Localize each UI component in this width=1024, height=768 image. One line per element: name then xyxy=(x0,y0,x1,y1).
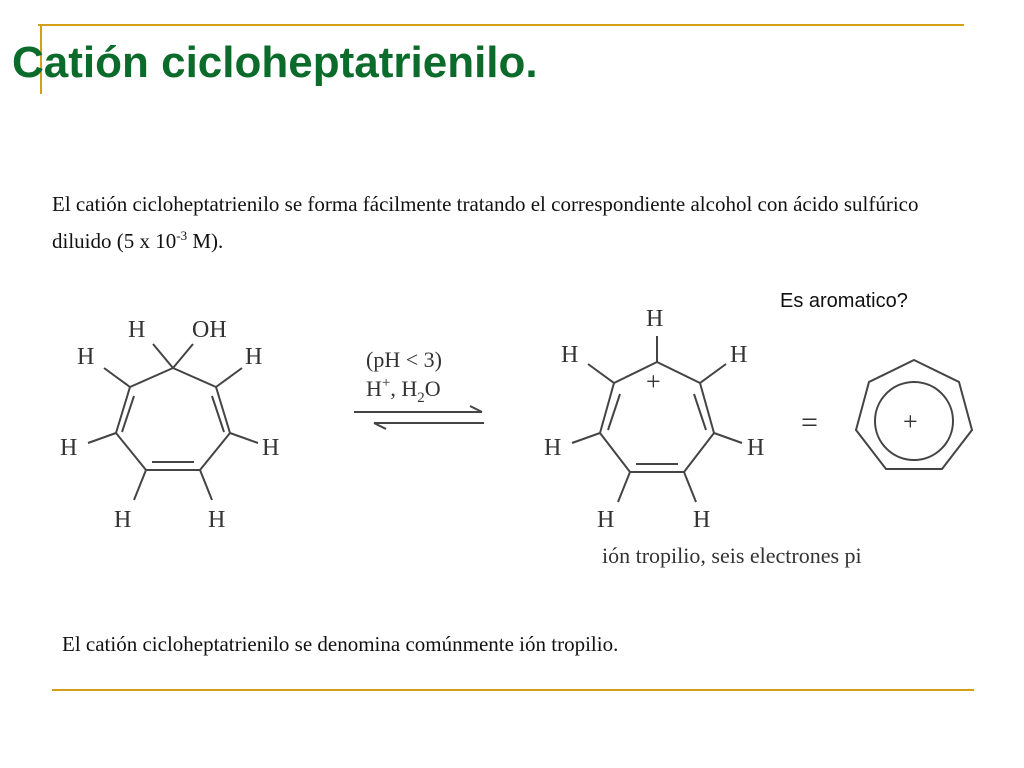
atom-label: H xyxy=(60,435,78,461)
positive-charge: + xyxy=(646,367,661,396)
atom-label: H xyxy=(730,342,748,368)
alcohol-structure xyxy=(88,344,258,500)
equals-sign: = xyxy=(801,406,818,439)
atom-label: H xyxy=(561,342,579,368)
atom-label: H xyxy=(693,507,711,533)
atom-label: H xyxy=(646,306,664,332)
atom-label: H xyxy=(114,507,132,533)
atom-label: H xyxy=(747,435,765,461)
atom-label: H xyxy=(77,344,95,370)
intro-exponent: -3 xyxy=(176,228,188,243)
intro-text: El catión cicloheptatrienilo se forma fácilmente tratando el correspondiente alcohol con ácido sulfúrico diluido (5 x 10 xyxy=(52,192,919,253)
atom-label: H xyxy=(245,344,263,370)
intro-text-end: M). xyxy=(187,229,224,253)
hydroxyl-label: OH xyxy=(192,317,227,343)
cation-labels xyxy=(544,306,764,533)
atom-label: H xyxy=(544,435,562,461)
aromatic-question: Es aromatico? xyxy=(780,290,908,312)
equilibrium-arrow xyxy=(354,406,484,429)
slide-title: Catión cicloheptatrienilo. xyxy=(12,38,538,87)
atom-label: H xyxy=(208,507,226,533)
atom-label: H xyxy=(262,435,280,461)
ph-condition: (pH < 3) xyxy=(366,347,442,372)
alcohol-labels xyxy=(60,317,279,533)
reaction-conditions xyxy=(366,347,442,406)
atom-label: H xyxy=(597,507,615,533)
footer-paragraph: El catión cicloheptatrienilo se denomina comúnmente ión tropilio. xyxy=(62,632,619,656)
atom-label: H xyxy=(128,317,146,343)
reagent-condition: H+, $H_2O$ xyxy=(366,375,441,406)
cation-structure xyxy=(572,336,742,502)
structure-caption: ión tropilio, seis electrones pi xyxy=(602,543,862,568)
ring-positive-charge: + xyxy=(903,407,918,436)
